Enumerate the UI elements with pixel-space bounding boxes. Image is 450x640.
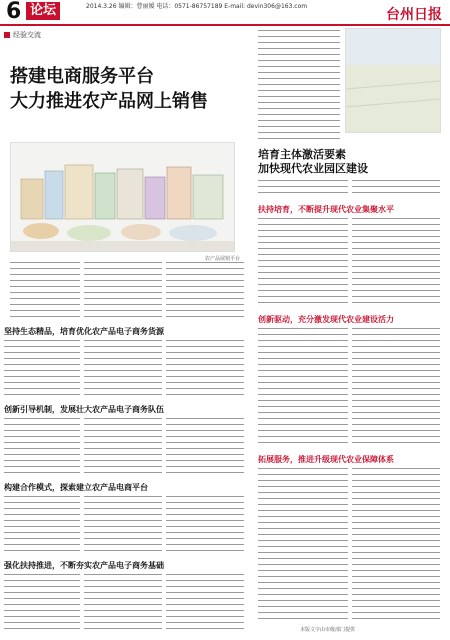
side-photo (345, 28, 441, 133)
body-text-block (352, 218, 440, 304)
body-text-block (258, 328, 348, 446)
body-text-block (258, 30, 340, 142)
body-text-block (166, 262, 244, 320)
right-subhead-3: 拓展服务，推进升级现代农业保障体系 (258, 455, 394, 464)
product-photo (10, 142, 235, 252)
body-text-block (10, 262, 80, 320)
body-text-block (166, 418, 244, 476)
product-display-illustration (11, 143, 234, 251)
body-text-block (4, 340, 80, 400)
body-text-block (4, 574, 80, 634)
right-headline (258, 148, 438, 176)
left-subhead-4: 强化扶持推进，不断夯实农产品电子商务基础 (4, 561, 164, 570)
square-bullet-icon (4, 32, 10, 38)
left-subhead-2: 创新引导机制，发展壮大农产品电子商务队伍 (4, 405, 164, 414)
body-text-block (84, 574, 162, 634)
body-text-block (84, 262, 162, 320)
body-text-block (352, 180, 440, 198)
right-headline-line2: 加快现代农业园区建设 (258, 162, 368, 175)
page-number: 6 (6, 0, 22, 24)
right-subhead-1: 扶持培育，不断提升现代农业集聚水平 (258, 205, 394, 214)
body-text-block (166, 496, 244, 556)
left-subhead-1: 坚持生态精品，培育优化农产品电子商务货源 (4, 327, 164, 336)
left-subhead-3: 构建合作模式，探索建立农产品电商平台 (4, 483, 148, 492)
right-subhead-2: 创新驱动，充分激发现代农业建设活力 (258, 315, 394, 324)
body-text-block (4, 496, 80, 556)
body-text-block (352, 468, 440, 620)
page-meta: 2014.3.26 编辑：曹丽媛 电话：0571-86757189 E-mail: devin306@163.com (86, 3, 308, 10)
main-headline-line1: 搭建电商服务平台 (10, 66, 154, 87)
body-text-block (166, 340, 244, 400)
body-text-block (84, 418, 162, 476)
body-text-block (4, 418, 80, 476)
body-text-block (84, 340, 162, 400)
photo-caption: 农产品展销平台 (204, 256, 240, 262)
field-illustration (346, 29, 440, 132)
column-tag: 经验交流 (4, 30, 41, 40)
right-headline-line1: 培育主体激活要素 (258, 148, 346, 161)
body-text-block (166, 574, 244, 634)
body-text-block (258, 468, 348, 620)
page-masthead (0, 0, 450, 26)
footer-note: 本版文字由市级部门提供 (300, 627, 356, 633)
main-headline-line2: 大力推进农产品网上销售 (10, 91, 208, 112)
body-text-block (84, 496, 162, 556)
body-text-block (258, 218, 348, 304)
main-headline (10, 64, 270, 114)
paper-name: 台州日报 (386, 7, 442, 23)
body-text-block (258, 180, 348, 198)
section-name: 论坛 (26, 2, 60, 20)
body-text-block (352, 328, 440, 446)
